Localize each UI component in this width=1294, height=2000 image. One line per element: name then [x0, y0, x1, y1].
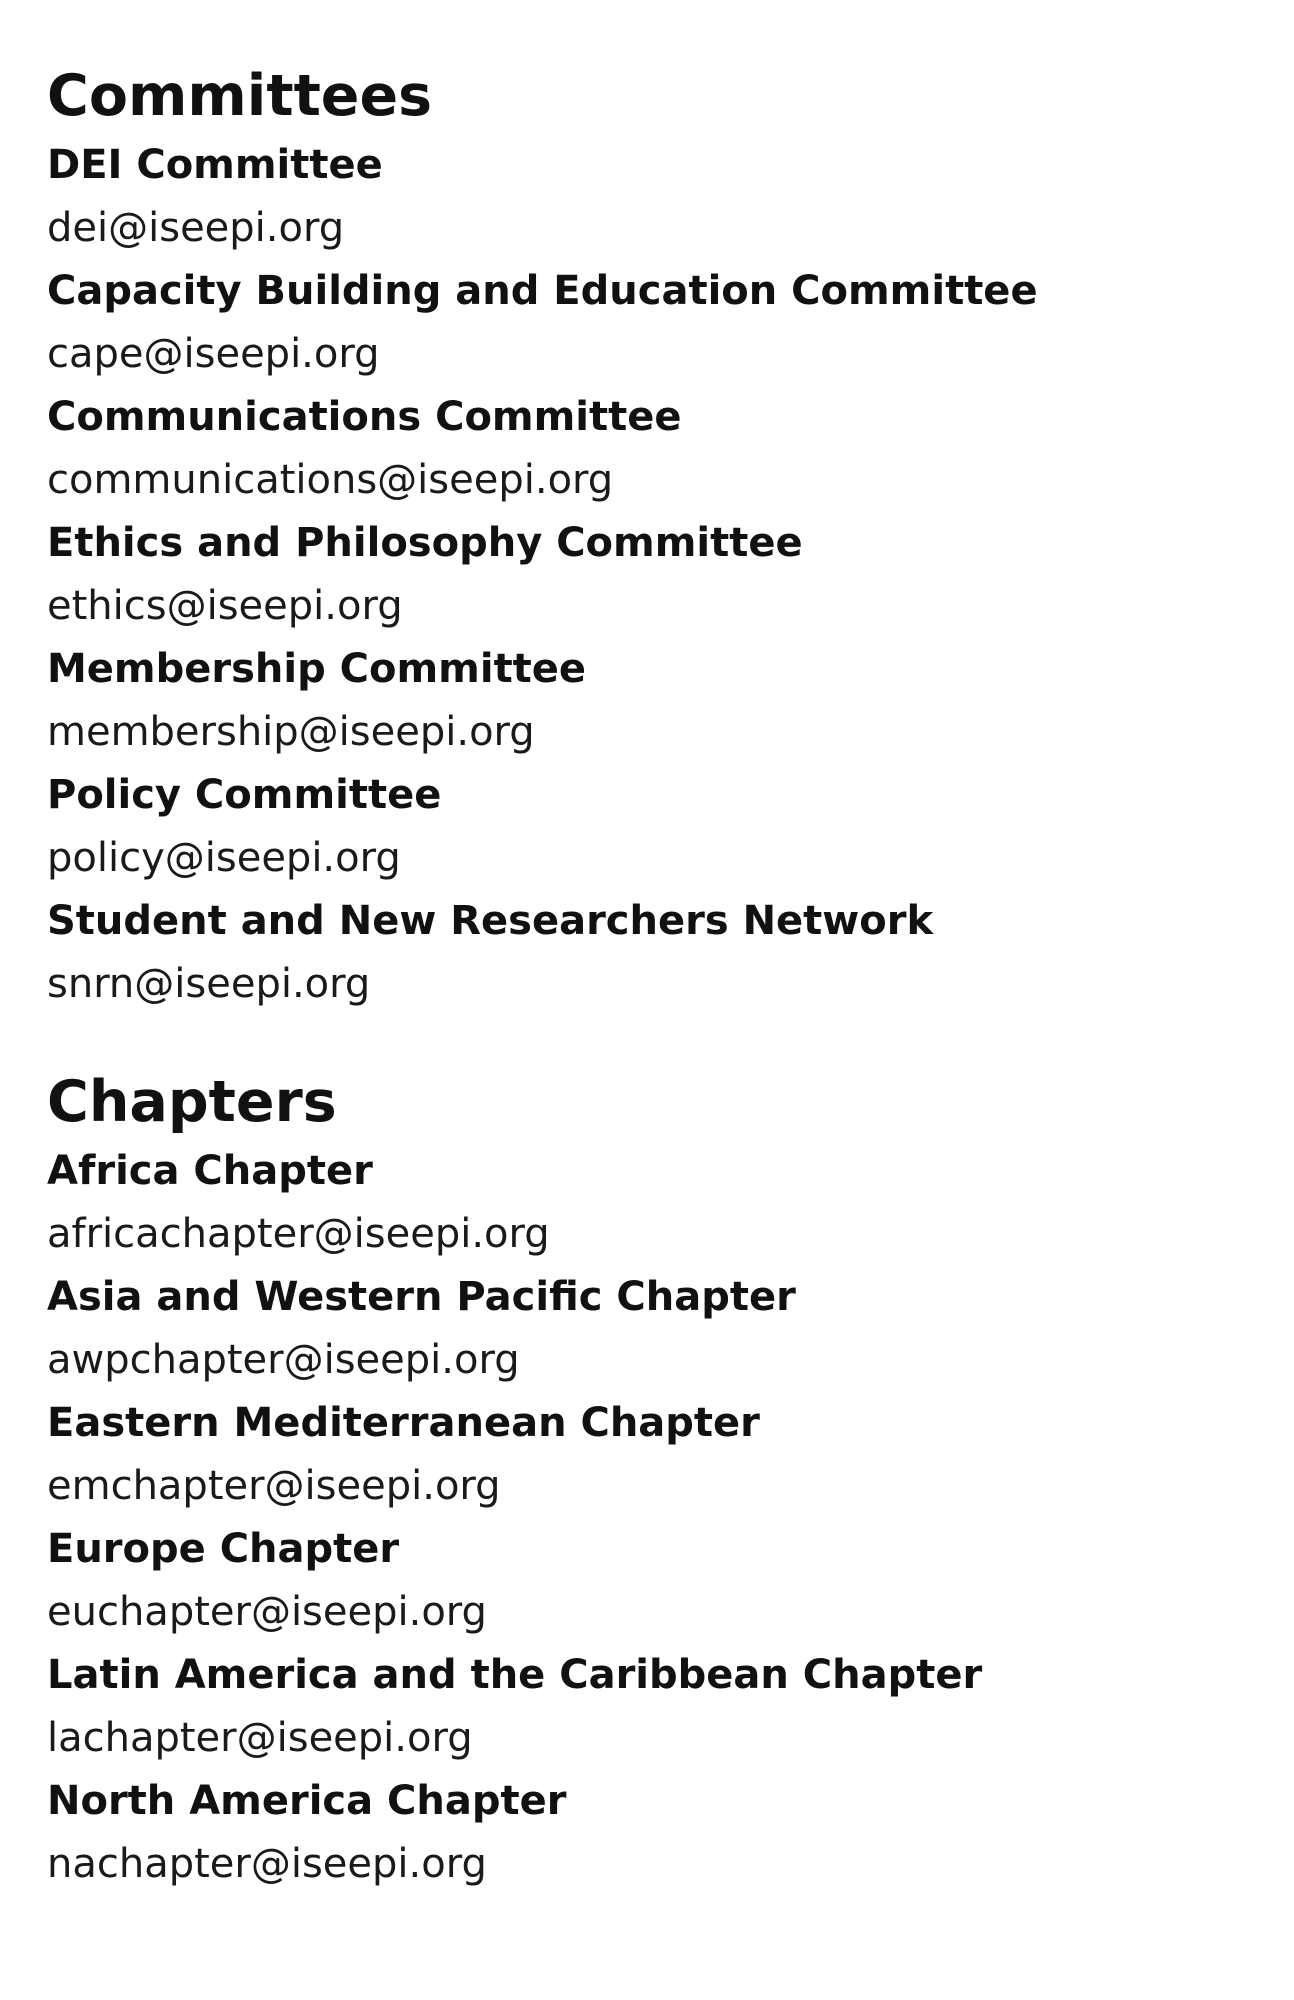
committee-email-link[interactable]: membership@iseepi.org — [47, 709, 535, 755]
list-item — [47, 1518, 1247, 1644]
chapter-email-link[interactable]: emchapter@iseepi.org — [47, 1463, 501, 1509]
list-item — [47, 1266, 1247, 1392]
list-item — [47, 638, 1247, 764]
committee-name: Student and New Researchers Network — [47, 898, 934, 944]
list-item — [47, 1644, 1247, 1770]
list-item — [47, 512, 1247, 638]
list-item — [47, 1770, 1247, 1896]
committee-email-link[interactable]: communications@iseepi.org — [47, 457, 614, 503]
committee-name: DEI Committee — [47, 142, 383, 188]
committee-email-link[interactable]: ethics@iseepi.org — [47, 583, 403, 629]
committees-heading: Committees — [47, 63, 433, 129]
committee-email-link[interactable]: cape@iseepi.org — [47, 331, 380, 377]
chapters-list — [47, 1140, 1247, 1896]
committee-email-link[interactable]: policy@iseepi.org — [47, 835, 401, 881]
chapter-name: Africa Chapter — [47, 1148, 373, 1194]
list-item — [47, 1392, 1247, 1518]
list-item — [47, 134, 1247, 260]
committee-email-link[interactable]: dei@iseepi.org — [47, 205, 345, 251]
chapter-name: North America Chapter — [47, 1778, 567, 1824]
committee-name: Ethics and Philosophy Committee — [47, 520, 803, 566]
chapter-name: Eastern Mediterranean Chapter — [47, 1400, 760, 1446]
chapter-email-link[interactable]: lachapter@iseepi.org — [47, 1715, 473, 1761]
committee-name: Membership Committee — [47, 646, 587, 692]
chapter-name: Latin America and the Caribbean Chapter — [47, 1652, 983, 1698]
list-item — [47, 890, 1247, 1016]
chapter-email-link[interactable]: awpchapter@iseepi.org — [47, 1337, 520, 1383]
list-item — [47, 260, 1247, 386]
chapter-name: Europe Chapter — [47, 1526, 400, 1572]
list-item — [47, 1140, 1247, 1266]
committee-email-link[interactable]: snrn@iseepi.org — [47, 961, 371, 1007]
committees-list — [47, 134, 1247, 1016]
committee-name: Capacity Building and Education Committee — [47, 268, 1038, 314]
committee-name: Communications Committee — [47, 394, 682, 440]
chapter-name: Asia and Western Pacific Chapter — [47, 1274, 796, 1320]
chapter-email-link[interactable]: africachapter@iseepi.org — [47, 1211, 550, 1257]
chapters-heading: Chapters — [47, 1069, 337, 1135]
chapters-section — [47, 1064, 1247, 1896]
contact-directory — [47, 58, 1247, 1896]
committees-section — [47, 58, 1247, 1016]
chapter-email-link[interactable]: euchapter@iseepi.org — [47, 1589, 487, 1635]
chapter-email-link[interactable]: nachapter@iseepi.org — [47, 1841, 487, 1887]
list-item — [47, 386, 1247, 512]
list-item — [47, 764, 1247, 890]
committee-name: Policy Committee — [47, 772, 442, 818]
